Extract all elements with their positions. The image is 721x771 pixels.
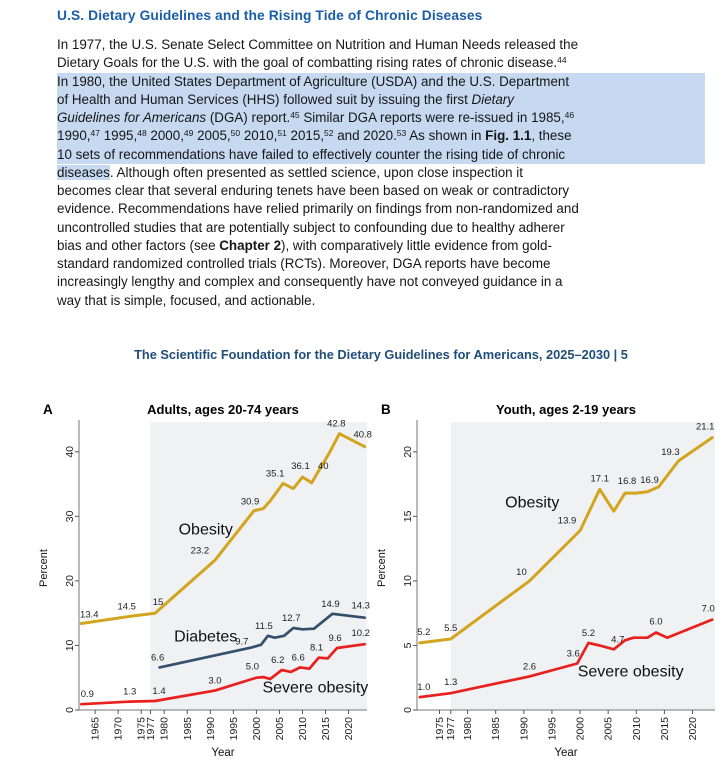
x-tick-label: 2020 [687, 717, 700, 741]
paragraph-text: . Although often presented as settled science, upon close inspection it [109, 164, 524, 180]
paragraph-text: 50 [230, 127, 241, 138]
diabetes-data-label: 14.9 [321, 598, 340, 610]
severe-obesity-data-label: 9.6 [328, 633, 342, 645]
paragraph-text: diseases [57, 164, 110, 180]
x-tick-label: 1977 [144, 717, 157, 741]
severe-obesity-data-label: 10.2 [351, 628, 370, 640]
x-tick-label: 1990 [518, 717, 531, 741]
severe-obesity-data-label: 1.3 [444, 677, 458, 689]
obesity-data-label: 13.9 [557, 515, 577, 527]
paragraph-line [57, 292, 705, 310]
obesity-data-label: 5.5 [444, 623, 458, 634]
chart-panel-a [35, 398, 373, 771]
paragraph-line [57, 146, 705, 164]
severe-obesity-data-label: 6.2 [271, 654, 285, 666]
obesity-data-label: 40.8 [353, 429, 372, 441]
obesity-data-label: 23.2 [190, 545, 210, 557]
x-tick-label: 2005 [273, 717, 286, 741]
severe-obesity-data-label: 5.2 [581, 627, 596, 639]
severe-obesity-data-label: 3.0 [208, 675, 222, 687]
paragraph-text: 2015, [286, 128, 325, 144]
paragraph-text: 48 [137, 127, 147, 138]
paragraph-text: 1990, [57, 128, 91, 144]
paragraph-text: 51 [277, 127, 287, 138]
x-tick-label: 1980 [158, 717, 171, 741]
obesity-data-label: 42.8 [327, 418, 346, 430]
paragraph-text: Similar DGA reports were re-issued in 1985, [299, 110, 565, 125]
paragraph-line [57, 237, 705, 255]
paragraph-line [57, 36, 705, 54]
paragraph-line [57, 219, 705, 237]
severe-obesity-data-label: 6.6 [291, 652, 305, 664]
paragraph-text: 10 sets of recommendations have failed to effectively counter the rising tide of chronic [57, 146, 566, 162]
x-tick-label: 1985 [490, 717, 503, 741]
paragraph-text: 49 [183, 127, 194, 138]
paragraph-line [57, 182, 705, 200]
obesity-data-label: 15 [152, 597, 164, 609]
diabetes-data-label: 9.7 [235, 636, 249, 648]
paragraph-text: 53 [396, 127, 407, 138]
severe-obesity-series-label: Severe obesity [577, 663, 684, 681]
y-tick-label: 20 [64, 575, 76, 587]
paragraph-text: 1995, [99, 128, 138, 144]
paragraph-text: (DGA) report. [206, 110, 291, 125]
x-tick-label: 2000 [250, 717, 263, 741]
x-tick-label: 1990 [204, 717, 217, 741]
obesity-data-label: 30.9 [240, 496, 260, 508]
obesity-series-label: Obesity [505, 494, 560, 512]
x-tick-label: 2015 [320, 717, 333, 741]
x-tick-label: 2010 [296, 717, 309, 741]
x-tick-label: 1985 [181, 717, 194, 741]
paragraph-text: As shown in [406, 128, 486, 144]
paragraph-text: In 1977, the U.S. Senate Select Committee on Nutrition and Human Needs released the [57, 37, 579, 52]
paragraph-text: ), with comparatively little evidence from gold- [281, 237, 552, 253]
body-paragraph [57, 36, 705, 310]
diabetes-data-label: 11.5 [255, 620, 273, 632]
x-tick-label: 1995 [546, 717, 559, 741]
y-axis-title: Percent [38, 549, 50, 587]
diabetes-series-label: Diabetes [174, 628, 238, 646]
y-tick-label: 0 [402, 707, 414, 713]
obesity-data-label: 13.4 [80, 609, 99, 621]
paragraph-line [57, 109, 705, 127]
obesity-series-label: Obesity [178, 521, 233, 539]
severe-obesity-data-label: 6.0 [649, 616, 663, 628]
x-tick-label: 2000 [574, 717, 587, 741]
severe-obesity-data-label: 1.0 [417, 682, 431, 694]
obesity-data-label: 40 [317, 461, 329, 473]
panel-title: Youth, ages 2-19 years [496, 402, 636, 417]
x-tick-label: 1995 [227, 717, 240, 741]
paragraph-line [57, 273, 705, 291]
x-tick-label: 2015 [658, 717, 671, 741]
paragraph-text: increasingly lengthy and complex and consequently have not conveyed guidance in a [57, 274, 563, 290]
diabetes-data-label: 6.6 [151, 652, 165, 664]
paragraph-text: 2010, [240, 128, 278, 144]
paragraph-text: of Health and Human Services (HHS) followed suit by issuing the first [57, 91, 472, 107]
y-tick-label: 5 [402, 642, 414, 649]
obesity-data-label: 17.1 [590, 473, 609, 485]
x-tick-label: 2005 [602, 717, 615, 741]
paragraph-text: becomes clear that several enduring tenets have been based on weak or contradictory [57, 183, 570, 198]
paragraph-line [57, 164, 705, 182]
y-axis-title: Percent [376, 549, 388, 587]
diabetes-data-label: 14.3 [351, 600, 370, 612]
y-tick-label: 10 [64, 639, 76, 652]
severe-obesity-data-label: 7.0 [701, 603, 715, 615]
paragraph-text: Guidelines for Americans [57, 110, 207, 125]
x-tick-label: 1977 [445, 717, 458, 741]
running-footer: The Scientific Foundation for the Dietary Guidelines for Americans, 2025–2030 | 5 [134, 347, 628, 362]
paragraph-text: 52 [324, 127, 334, 138]
severe-obesity-data-label: 1.3 [123, 686, 137, 698]
obesity-data-label: 36.1 [291, 460, 310, 472]
paragraph-text: 44 [557, 54, 567, 65]
paragraph-text: standard randomized controlled trials (RCTs). Moreover, DGA reports have become [57, 256, 551, 271]
x-tick-label: 1970 [112, 717, 125, 741]
y-tick-label: 30 [64, 510, 76, 523]
paragraph-text: 2005, [193, 128, 231, 144]
paragraph-line [57, 73, 705, 91]
paragraph-text: bias and other factors (see [57, 237, 220, 253]
x-axis-title: Year [211, 747, 235, 759]
x-axis-title: Year [554, 747, 578, 759]
x-tick-label: 1975 [433, 717, 446, 741]
severe-obesity-series-label: Severe obesity [262, 679, 369, 697]
x-tick-label: 1980 [462, 717, 475, 741]
paragraph-text: 2000, [146, 128, 184, 144]
x-tick-label: 1965 [89, 717, 102, 741]
paragraph-text: Fig. 1.1 [485, 128, 532, 144]
severe-obesity-data-label: 0.9 [80, 689, 94, 701]
obesity-data-label: 14.5 [117, 601, 136, 613]
y-tick-label: 20 [402, 445, 414, 458]
obesity-data-label: 10 [516, 566, 527, 578]
paragraph-text: way that is simple, focused, and actionable. [57, 292, 316, 308]
paragraph-text: 47 [90, 127, 100, 138]
diabetes-data-label: 12.7 [282, 613, 301, 625]
x-tick-label: 1975 [135, 717, 148, 741]
paragraph-text: In 1980, the United States Department of Agriculture (USDA) and the U.S. Department [57, 73, 570, 89]
y-tick-label: 40 [64, 445, 76, 458]
x-tick-label: 2020 [343, 717, 356, 741]
paragraph-text: uncontrolled studies that are potentially subject to confounding due to healthy adherer [57, 219, 565, 235]
obesity-data-label: 5.2 [417, 626, 431, 638]
paragraph-text: 45 [290, 109, 300, 120]
chart-panel-b [373, 398, 721, 771]
obesity-data-label: 35.1 [265, 468, 285, 480]
severe-obesity-data-label: 8.1 [310, 642, 324, 654]
severe-obesity-data-label: 3.6 [566, 648, 580, 660]
y-tick-label: 10 [402, 575, 414, 587]
paragraph-text: , these [531, 128, 572, 144]
paragraph-line [57, 127, 705, 145]
paragraph-text: and 2020. [333, 128, 397, 144]
paragraph-line [57, 54, 705, 72]
figure-1-1 [0, 398, 721, 771]
paragraph-text: Dietary [471, 91, 514, 107]
severe-obesity-data-label: 1.4 [152, 685, 166, 697]
obesity-data-label: 19.3 [661, 446, 680, 458]
section-heading: U.S. Dietary Guidelines and the Rising Tide of Chronic Diseases [57, 8, 483, 23]
y-tick-label: 0 [64, 707, 76, 713]
x-tick-label: 2010 [630, 717, 643, 741]
severe-obesity-data-label: 5.0 [245, 661, 260, 673]
paragraph-text: Dietary Goals for the U.S. with the goal of combatting rising rates of chronic disease. [57, 55, 558, 71]
panel-title: Adults, ages 20-74 years [147, 402, 299, 417]
paragraph-text: evidence. Recommendations have relied primarily on findings from non-randomized and [57, 201, 579, 217]
y-tick-label: 15 [402, 510, 414, 523]
obesity-data-label: 21.1 [695, 421, 715, 433]
severe-obesity-data-label: 4.7 [611, 634, 625, 646]
panel-letter: A [43, 402, 53, 417]
paragraph-text: 46 [564, 109, 575, 120]
paragraph-text: Chapter 2 [219, 237, 282, 253]
severe-obesity-data-label: 2.6 [522, 661, 537, 673]
paragraph-line [57, 255, 705, 273]
paragraph-line [57, 200, 705, 218]
obesity-data-label: 16.9 [640, 474, 659, 486]
panel-letter: B [381, 402, 391, 417]
paragraph-line [57, 91, 705, 109]
obesity-data-label: 16.8 [617, 476, 637, 488]
